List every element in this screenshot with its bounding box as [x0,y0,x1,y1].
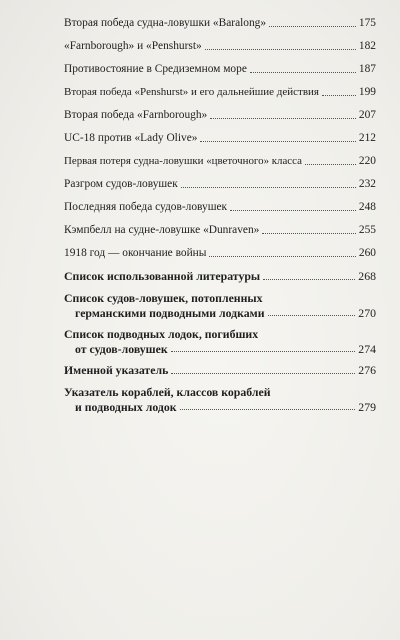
toc-page-number: 279 [358,399,376,414]
toc-page-number: 274 [358,341,376,356]
toc-page-number: 187 [358,63,376,75]
toc-dot-leader [268,315,356,316]
toc-page-number: 248 [358,201,376,213]
toc-page-number: 232 [358,178,376,190]
toc-dot-leader [322,95,356,96]
toc-page-number: 276 [358,363,376,377]
toc-page-number: 260 [358,247,376,259]
toc-dot-leader [205,49,356,50]
toc-entry-title: Разгром судов-ловушек [64,178,178,190]
toc-entry[interactable] [64,108,376,131]
toc-dot-leader [200,141,355,142]
toc-dot-leader [250,72,356,73]
toc-dot-leader [209,256,355,257]
toc-section-title: Список использованной литературы [64,269,261,283]
toc-section-title: Именной указатель [64,363,169,377]
toc-page-number: 207 [358,109,376,121]
toc-page-number: 270 [358,305,376,320]
toc-dot-leader [305,164,356,165]
toc-entry-title: Вторая победа судна-ловушки «Baralong» [64,17,267,29]
toc-entry[interactable] [64,154,376,177]
toc-entry[interactable] [64,200,376,223]
toc-section-title-line2: от судов-ловушек [75,341,168,356]
toc-section-title-line2: и подводных лодок [75,399,177,414]
toc-dot-leader [262,233,356,234]
toc-dot-leader [181,187,356,188]
toc-entry[interactable] [64,131,376,154]
toc-page-number: 220 [358,155,376,167]
toc-section-entry[interactable] [64,269,376,291]
toc-dot-leader [263,279,355,280]
toc-entry[interactable] [64,246,376,269]
toc-entry-title: Вторая победа «Penshurst» и его дальнейшие действия [64,86,319,98]
toc-entry-title: UC-18 против «Lady Olive» [64,132,198,144]
toc-entry[interactable] [64,223,376,246]
toc-dot-leader [230,210,356,211]
toc-section-title-line2: германскими подводными лодками [75,305,265,320]
toc-page-number: 255 [358,224,376,236]
toc-dot-leader [180,409,356,410]
toc-dot-leader [171,373,355,374]
toc-section-title-line1: Список подводных лодок, погибших [64,327,259,341]
toc-entry-title: 1918 год — окончание войны [64,247,207,259]
toc-entry-title: Кэмпбелл на судне-ловушке «Dunraven» [64,224,260,236]
toc-section-title-line1: Список судов-ловушек, потопленных [64,291,263,305]
toc-entry-title: Вторая победа «Farnborough» [64,109,208,121]
toc-page-number: 175 [358,17,376,29]
toc-section-entry[interactable] [64,385,376,421]
toc-page-number: 182 [358,40,376,52]
table-of-contents [64,16,376,421]
toc-section-entry[interactable] [64,327,376,363]
toc-entry[interactable] [64,16,376,39]
toc-page-number: 268 [358,269,376,283]
toc-section-entry[interactable] [64,291,376,327]
toc-section-title-line1: Указатель кораблей, классов кораблей [64,385,271,399]
toc-dot-leader [210,118,356,119]
toc-entry[interactable] [64,62,376,85]
toc-page-number: 199 [358,86,376,98]
toc-section-entry[interactable] [64,363,376,385]
toc-entry[interactable] [64,85,376,108]
toc-page-number: 212 [358,132,376,144]
toc-entry-title: Первая потеря судна-ловушки «цветочного» класса [64,155,302,167]
toc-entry[interactable] [64,39,376,62]
toc-entry-title: «Farnborough» и «Penshurst» [64,40,202,52]
toc-dot-leader [171,351,356,352]
toc-entry-title: Последняя победа судов-ловушек [64,201,228,213]
toc-entry-title: Противостояние в Средиземном море [64,63,247,75]
toc-dot-leader [269,26,356,27]
toc-entry[interactable] [64,177,376,200]
